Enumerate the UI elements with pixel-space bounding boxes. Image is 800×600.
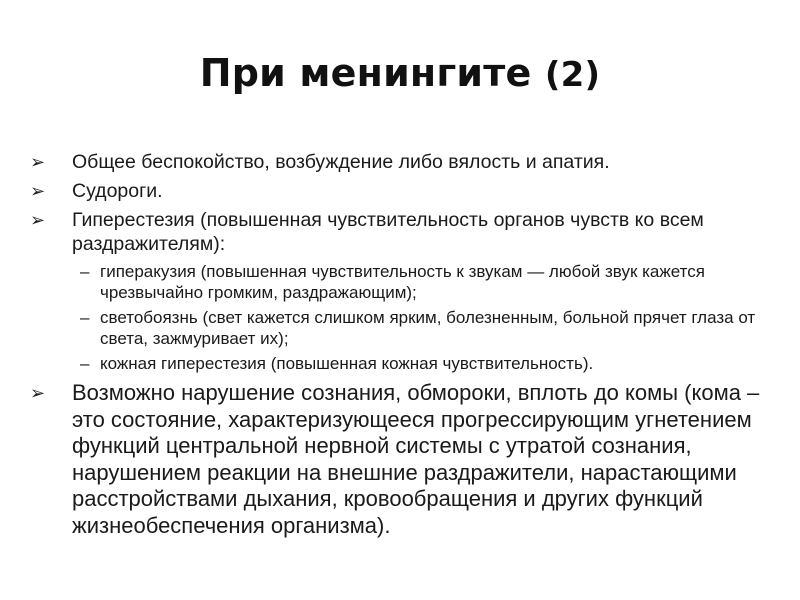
arrow-bullet-icon: ➢ <box>30 152 46 172</box>
sub-item <box>30 307 770 349</box>
sub-item-text: кожная гиперестезия (повышенная кожная чувствительность). <box>100 354 594 373</box>
dash-bullet-icon: – <box>80 354 90 373</box>
bullet-item <box>30 380 770 539</box>
bullet-text: Общее беспокойство, возбуждение либо вялость и апатия. <box>72 151 610 173</box>
bullet-item <box>30 150 770 174</box>
slide-title <box>0 48 800 100</box>
bullet-item <box>30 179 770 203</box>
arrow-bullet-icon: ➢ <box>30 383 46 403</box>
sub-item <box>30 353 770 374</box>
bullet-item <box>30 208 770 256</box>
bullet-text: Судороги. <box>72 180 163 202</box>
bullet-text: Возможно нарушение сознания, обмороки, вплоть до комы (кома – это состояние, характеризующееся прогрессирующим угнетением функций центральной нервной системы с утратой сознания, нарушением реакции на внешние раздражители, нарастающими расстройствами дыхания, кровообращения и других функций жизнеобеспечения организма). <box>72 380 760 538</box>
arrow-bullet-icon: ➢ <box>30 181 46 201</box>
bullet-text: Гиперестезия (повышенная чувствительность органов чувств ко всем раздражителям): <box>72 209 704 255</box>
sub-list <box>30 261 770 374</box>
dash-bullet-icon: – <box>80 262 90 281</box>
sub-item-text: светобоязнь (свет кажется слишком ярким, болезненным, больной прячет глаза от света, зажмуривает их); <box>100 308 756 348</box>
arrow-bullet-icon: ➢ <box>30 210 46 230</box>
title-text: При менингите <box>199 51 532 95</box>
sub-item-text: гиперакузия (повышенная чувствительность к звукам — любой звук кажется чрезвычайно громким, раздражающим); <box>100 262 705 302</box>
sub-item <box>30 261 770 303</box>
bullet-list <box>30 150 770 539</box>
title-number: (2) <box>544 55 601 95</box>
dash-bullet-icon: – <box>80 308 90 327</box>
